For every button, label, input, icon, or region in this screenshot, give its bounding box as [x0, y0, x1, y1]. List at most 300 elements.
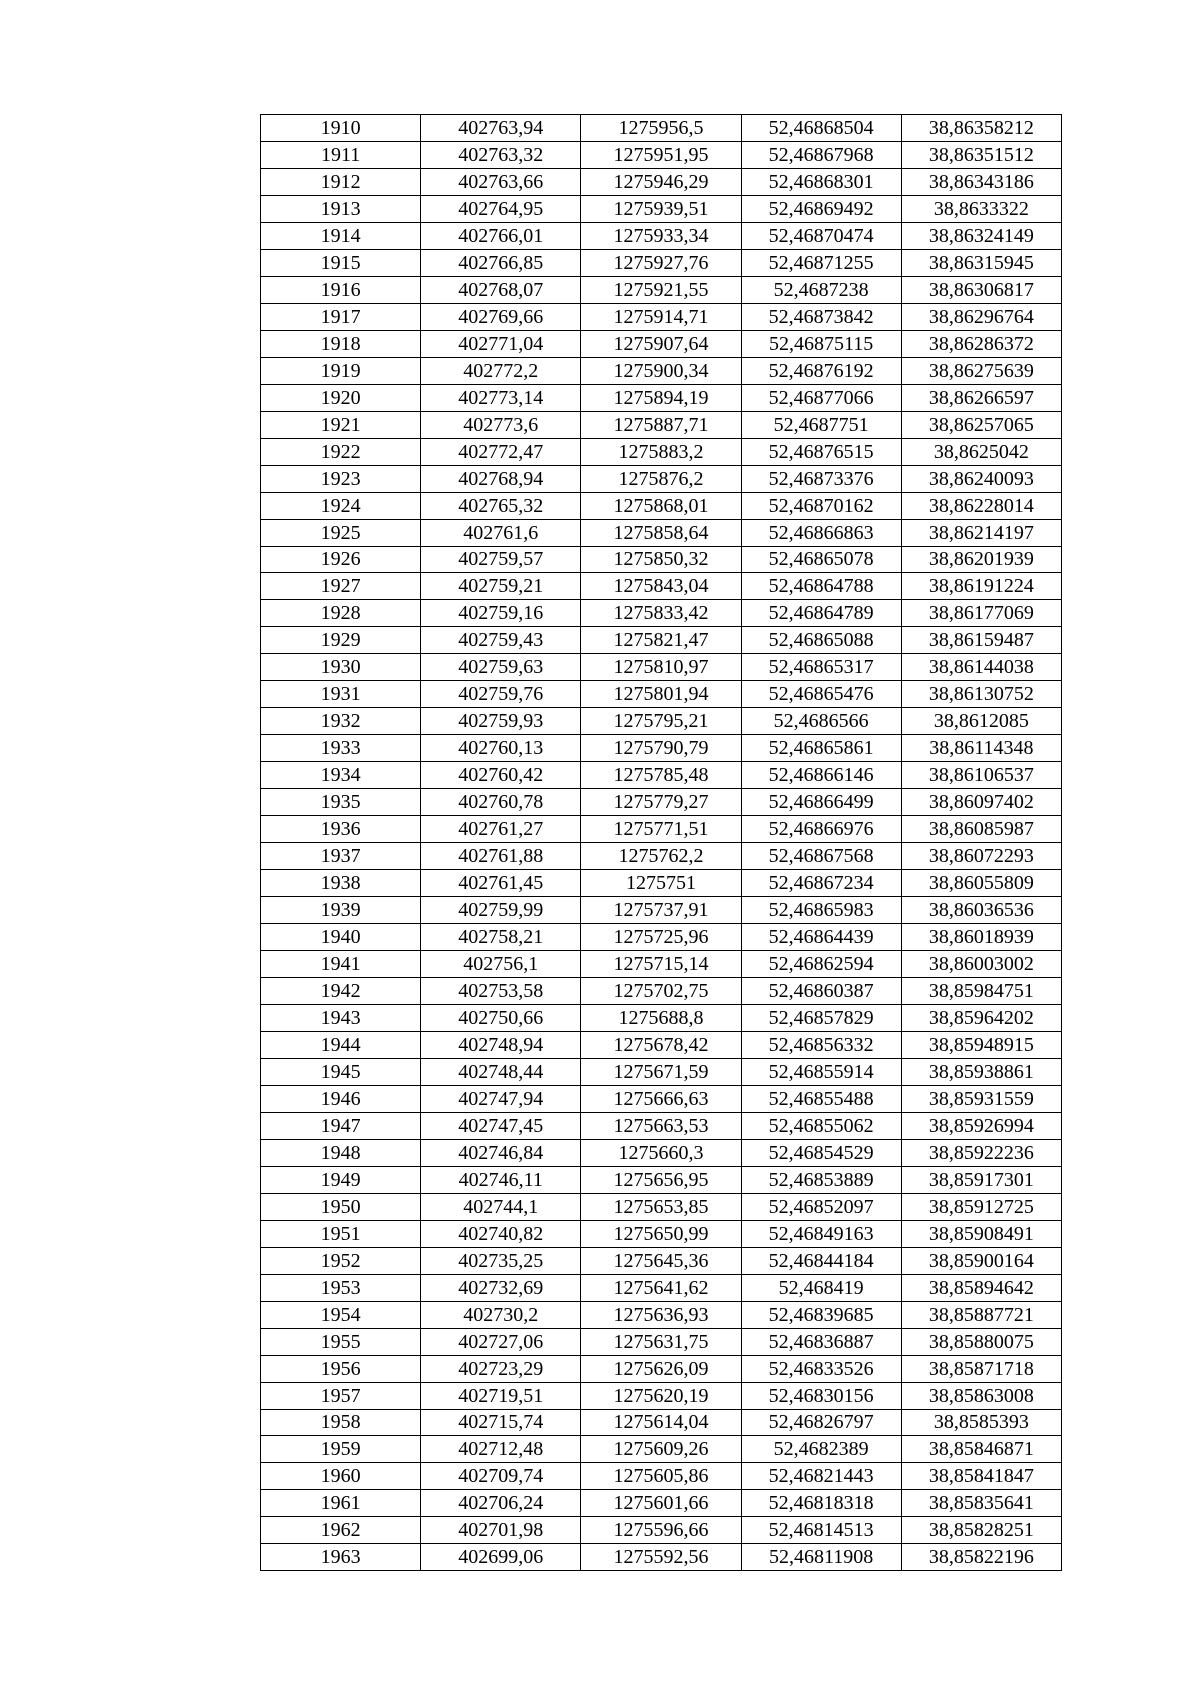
- x-coordinate-cell: 402763,32: [421, 141, 581, 168]
- y-coordinate-cell: 1275927,76: [581, 249, 741, 276]
- x-coordinate-cell: 402701,98: [421, 1517, 581, 1544]
- longitude-cell: 38,85828251: [901, 1517, 1061, 1544]
- point-number-cell: 1939: [261, 897, 421, 924]
- latitude-cell: 52,46867234: [741, 870, 901, 897]
- y-coordinate-cell: 1275900,34: [581, 357, 741, 384]
- longitude-cell: 38,86306817: [901, 276, 1061, 303]
- x-coordinate-cell: 402706,24: [421, 1490, 581, 1517]
- y-coordinate-cell: 1275795,21: [581, 708, 741, 735]
- latitude-cell: 52,468419: [741, 1274, 901, 1301]
- y-coordinate-cell: 1275833,42: [581, 600, 741, 627]
- x-coordinate-cell: 402715,74: [421, 1409, 581, 1436]
- longitude-cell: 38,86018939: [901, 924, 1061, 951]
- table-row: [261, 1193, 1062, 1220]
- longitude-cell: 38,85931559: [901, 1085, 1061, 1112]
- table-row: [261, 978, 1062, 1005]
- table-row: [261, 1031, 1062, 1058]
- x-coordinate-cell: 402764,95: [421, 195, 581, 222]
- longitude-cell: 38,85846871: [901, 1436, 1061, 1463]
- latitude-cell: 52,46855488: [741, 1085, 901, 1112]
- point-number-cell: 1936: [261, 816, 421, 843]
- x-coordinate-cell: 402759,76: [421, 681, 581, 708]
- latitude-cell: 52,46856332: [741, 1031, 901, 1058]
- y-coordinate-cell: 1275939,51: [581, 195, 741, 222]
- longitude-cell: 38,86228014: [901, 492, 1061, 519]
- point-number-cell: 1961: [261, 1490, 421, 1517]
- point-number-cell: 1933: [261, 735, 421, 762]
- y-coordinate-cell: 1275868,01: [581, 492, 741, 519]
- latitude-cell: 52,46877066: [741, 384, 901, 411]
- x-coordinate-cell: 402758,21: [421, 924, 581, 951]
- point-number-cell: 1932: [261, 708, 421, 735]
- table-row: [261, 1220, 1062, 1247]
- latitude-cell: 52,46867568: [741, 843, 901, 870]
- y-coordinate-cell: 1275810,97: [581, 654, 741, 681]
- x-coordinate-cell: 402730,2: [421, 1301, 581, 1328]
- table-row: [261, 1112, 1062, 1139]
- x-coordinate-cell: 402773,6: [421, 411, 581, 438]
- point-number-cell: 1963: [261, 1544, 421, 1571]
- latitude-cell: 52,46876515: [741, 438, 901, 465]
- latitude-cell: 52,46869492: [741, 195, 901, 222]
- latitude-cell: 52,4686566: [741, 708, 901, 735]
- latitude-cell: 52,46864788: [741, 573, 901, 600]
- y-coordinate-cell: 1275725,96: [581, 924, 741, 951]
- x-coordinate-cell: 402766,85: [421, 249, 581, 276]
- x-coordinate-cell: 402765,32: [421, 492, 581, 519]
- point-number-cell: 1917: [261, 303, 421, 330]
- y-coordinate-cell: 1275678,42: [581, 1031, 741, 1058]
- latitude-cell: 52,46876192: [741, 357, 901, 384]
- y-coordinate-cell: 1275951,95: [581, 141, 741, 168]
- table-row: [261, 573, 1062, 600]
- longitude-cell: 38,85912725: [901, 1193, 1061, 1220]
- latitude-cell: 52,4682389: [741, 1436, 901, 1463]
- x-coordinate-cell: 402772,2: [421, 357, 581, 384]
- y-coordinate-cell: 1275956,5: [581, 115, 741, 142]
- table-row: [261, 519, 1062, 546]
- y-coordinate-cell: 1275771,51: [581, 816, 741, 843]
- point-number-cell: 1958: [261, 1409, 421, 1436]
- longitude-cell: 38,86358212: [901, 115, 1061, 142]
- latitude-cell: 52,46844184: [741, 1247, 901, 1274]
- longitude-cell: 38,85887721: [901, 1301, 1061, 1328]
- x-coordinate-cell: 402709,74: [421, 1463, 581, 1490]
- point-number-cell: 1930: [261, 654, 421, 681]
- point-number-cell: 1919: [261, 357, 421, 384]
- latitude-cell: 52,46852097: [741, 1193, 901, 1220]
- x-coordinate-cell: 402753,58: [421, 978, 581, 1005]
- point-number-cell: 1956: [261, 1355, 421, 1382]
- latitude-cell: 52,46836887: [741, 1328, 901, 1355]
- y-coordinate-cell: 1275790,79: [581, 735, 741, 762]
- point-number-cell: 1944: [261, 1031, 421, 1058]
- latitude-cell: 52,46826797: [741, 1409, 901, 1436]
- x-coordinate-cell: 402768,07: [421, 276, 581, 303]
- y-coordinate-cell: 1275631,75: [581, 1328, 741, 1355]
- point-number-cell: 1926: [261, 546, 421, 573]
- latitude-cell: 52,46868504: [741, 115, 901, 142]
- point-number-cell: 1940: [261, 924, 421, 951]
- x-coordinate-cell: 402761,45: [421, 870, 581, 897]
- y-coordinate-cell: 1275785,48: [581, 762, 741, 789]
- longitude-cell: 38,85926994: [901, 1112, 1061, 1139]
- table-row: [261, 870, 1062, 897]
- latitude-cell: 52,46865088: [741, 627, 901, 654]
- y-coordinate-cell: 1275887,71: [581, 411, 741, 438]
- latitude-cell: 52,46873376: [741, 465, 901, 492]
- y-coordinate-cell: 1275636,93: [581, 1301, 741, 1328]
- x-coordinate-cell: 402719,51: [421, 1382, 581, 1409]
- x-coordinate-cell: 402712,48: [421, 1436, 581, 1463]
- table-row: [261, 1247, 1062, 1274]
- y-coordinate-cell: 1275914,71: [581, 303, 741, 330]
- x-coordinate-cell: 402760,13: [421, 735, 581, 762]
- table-row: [261, 249, 1062, 276]
- longitude-cell: 38,86097402: [901, 789, 1061, 816]
- table-row: [261, 627, 1062, 654]
- point-number-cell: 1927: [261, 573, 421, 600]
- table-row: [261, 1004, 1062, 1031]
- longitude-cell: 38,86036536: [901, 897, 1061, 924]
- x-coordinate-cell: 402747,94: [421, 1085, 581, 1112]
- latitude-cell: 52,46839685: [741, 1301, 901, 1328]
- x-coordinate-cell: 402759,93: [421, 708, 581, 735]
- point-number-cell: 1935: [261, 789, 421, 816]
- y-coordinate-cell: 1275671,59: [581, 1058, 741, 1085]
- table-row: [261, 115, 1062, 142]
- table-row: [261, 1301, 1062, 1328]
- coordinates-table: [260, 114, 1062, 1571]
- x-coordinate-cell: 402756,1: [421, 951, 581, 978]
- y-coordinate-cell: 1275596,66: [581, 1517, 741, 1544]
- longitude-cell: 38,86106537: [901, 762, 1061, 789]
- point-number-cell: 1934: [261, 762, 421, 789]
- longitude-cell: 38,86201939: [901, 546, 1061, 573]
- longitude-cell: 38,86266597: [901, 384, 1061, 411]
- longitude-cell: 38,8612085: [901, 708, 1061, 735]
- point-number-cell: 1942: [261, 978, 421, 1005]
- longitude-cell: 38,85917301: [901, 1166, 1061, 1193]
- x-coordinate-cell: 402769,66: [421, 303, 581, 330]
- table-row: [261, 411, 1062, 438]
- table-row: [261, 600, 1062, 627]
- point-number-cell: 1918: [261, 330, 421, 357]
- longitude-cell: 38,8585393: [901, 1409, 1061, 1436]
- point-number-cell: 1910: [261, 115, 421, 142]
- longitude-cell: 38,86275639: [901, 357, 1061, 384]
- x-coordinate-cell: 402766,01: [421, 222, 581, 249]
- longitude-cell: 38,8625042: [901, 438, 1061, 465]
- point-number-cell: 1914: [261, 222, 421, 249]
- longitude-cell: 38,86351512: [901, 141, 1061, 168]
- x-coordinate-cell: 402761,27: [421, 816, 581, 843]
- longitude-cell: 38,86085987: [901, 816, 1061, 843]
- point-number-cell: 1920: [261, 384, 421, 411]
- table-row: [261, 708, 1062, 735]
- table-row: [261, 762, 1062, 789]
- x-coordinate-cell: 402748,44: [421, 1058, 581, 1085]
- table-row: [261, 1328, 1062, 1355]
- point-number-cell: 1924: [261, 492, 421, 519]
- table-row: [261, 843, 1062, 870]
- point-number-cell: 1915: [261, 249, 421, 276]
- table-row: [261, 1544, 1062, 1571]
- latitude-cell: 52,4687751: [741, 411, 901, 438]
- x-coordinate-cell: 402746,84: [421, 1139, 581, 1166]
- point-number-cell: 1948: [261, 1139, 421, 1166]
- x-coordinate-cell: 402759,63: [421, 654, 581, 681]
- latitude-cell: 52,46864789: [741, 600, 901, 627]
- coordinates-table-body: [261, 115, 1062, 1571]
- point-number-cell: 1949: [261, 1166, 421, 1193]
- x-coordinate-cell: 402746,11: [421, 1166, 581, 1193]
- point-number-cell: 1950: [261, 1193, 421, 1220]
- table-row: [261, 195, 1062, 222]
- point-number-cell: 1928: [261, 600, 421, 627]
- table-row: [261, 1355, 1062, 1382]
- point-number-cell: 1962: [261, 1517, 421, 1544]
- point-number-cell: 1941: [261, 951, 421, 978]
- point-number-cell: 1916: [261, 276, 421, 303]
- longitude-cell: 38,86343186: [901, 168, 1061, 195]
- latitude-cell: 52,46875115: [741, 330, 901, 357]
- longitude-cell: 38,85894642: [901, 1274, 1061, 1301]
- table-row: [261, 951, 1062, 978]
- latitude-cell: 52,46855914: [741, 1058, 901, 1085]
- y-coordinate-cell: 1275946,29: [581, 168, 741, 195]
- latitude-cell: 52,46871255: [741, 249, 901, 276]
- longitude-cell: 38,85948915: [901, 1031, 1061, 1058]
- table-row: [261, 168, 1062, 195]
- table-row: [261, 897, 1062, 924]
- longitude-cell: 38,86177069: [901, 600, 1061, 627]
- table-row: [261, 141, 1062, 168]
- longitude-cell: 38,86286372: [901, 330, 1061, 357]
- latitude-cell: 52,46866499: [741, 789, 901, 816]
- x-coordinate-cell: 402771,04: [421, 330, 581, 357]
- point-number-cell: 1938: [261, 870, 421, 897]
- longitude-cell: 38,85908491: [901, 1220, 1061, 1247]
- latitude-cell: 52,46870474: [741, 222, 901, 249]
- point-number-cell: 1929: [261, 627, 421, 654]
- point-number-cell: 1947: [261, 1112, 421, 1139]
- table-row: [261, 654, 1062, 681]
- x-coordinate-cell: 402699,06: [421, 1544, 581, 1571]
- x-coordinate-cell: 402773,14: [421, 384, 581, 411]
- latitude-cell: 52,46830156: [741, 1382, 901, 1409]
- y-coordinate-cell: 1275688,8: [581, 1004, 741, 1031]
- latitude-cell: 52,46867968: [741, 141, 901, 168]
- longitude-cell: 38,86130752: [901, 681, 1061, 708]
- y-coordinate-cell: 1275653,85: [581, 1193, 741, 1220]
- y-coordinate-cell: 1275656,95: [581, 1166, 741, 1193]
- longitude-cell: 38,86072293: [901, 843, 1061, 870]
- table-row: [261, 438, 1062, 465]
- x-coordinate-cell: 402759,21: [421, 573, 581, 600]
- latitude-cell: 52,46868301: [741, 168, 901, 195]
- longitude-cell: 38,85871718: [901, 1355, 1061, 1382]
- longitude-cell: 38,86257065: [901, 411, 1061, 438]
- latitude-cell: 52,46811908: [741, 1544, 901, 1571]
- latitude-cell: 52,46854529: [741, 1139, 901, 1166]
- point-number-cell: 1953: [261, 1274, 421, 1301]
- latitude-cell: 52,46864439: [741, 924, 901, 951]
- y-coordinate-cell: 1275894,19: [581, 384, 741, 411]
- table-row: [261, 681, 1062, 708]
- table-row: [261, 1382, 1062, 1409]
- table-row: [261, 303, 1062, 330]
- latitude-cell: 52,46873842: [741, 303, 901, 330]
- point-number-cell: 1921: [261, 411, 421, 438]
- longitude-cell: 38,86191224: [901, 573, 1061, 600]
- table-row: [261, 816, 1062, 843]
- y-coordinate-cell: 1275702,75: [581, 978, 741, 1005]
- y-coordinate-cell: 1275663,53: [581, 1112, 741, 1139]
- table-row: [261, 1463, 1062, 1490]
- y-coordinate-cell: 1275843,04: [581, 573, 741, 600]
- longitude-cell: 38,86003002: [901, 951, 1061, 978]
- point-number-cell: 1951: [261, 1220, 421, 1247]
- x-coordinate-cell: 402759,57: [421, 546, 581, 573]
- y-coordinate-cell: 1275737,91: [581, 897, 741, 924]
- table-row: [261, 1517, 1062, 1544]
- y-coordinate-cell: 1275601,66: [581, 1490, 741, 1517]
- longitude-cell: 38,85822196: [901, 1544, 1061, 1571]
- longitude-cell: 38,85938861: [901, 1058, 1061, 1085]
- latitude-cell: 52,46866863: [741, 519, 901, 546]
- latitude-cell: 52,46833526: [741, 1355, 901, 1382]
- longitude-cell: 38,86296764: [901, 303, 1061, 330]
- table-row: [261, 1490, 1062, 1517]
- longitude-cell: 38,8633322: [901, 195, 1061, 222]
- latitude-cell: 52,46870162: [741, 492, 901, 519]
- y-coordinate-cell: 1275751: [581, 870, 741, 897]
- x-coordinate-cell: 402744,1: [421, 1193, 581, 1220]
- longitude-cell: 38,86324149: [901, 222, 1061, 249]
- point-number-cell: 1955: [261, 1328, 421, 1355]
- latitude-cell: 52,46865861: [741, 735, 901, 762]
- y-coordinate-cell: 1275883,2: [581, 438, 741, 465]
- x-coordinate-cell: 402761,88: [421, 843, 581, 870]
- longitude-cell: 38,86159487: [901, 627, 1061, 654]
- longitude-cell: 38,85984751: [901, 978, 1061, 1005]
- y-coordinate-cell: 1275715,14: [581, 951, 741, 978]
- y-coordinate-cell: 1275779,27: [581, 789, 741, 816]
- x-coordinate-cell: 402740,82: [421, 1220, 581, 1247]
- longitude-cell: 38,86214197: [901, 519, 1061, 546]
- y-coordinate-cell: 1275801,94: [581, 681, 741, 708]
- x-coordinate-cell: 402759,16: [421, 600, 581, 627]
- table-row: [261, 357, 1062, 384]
- longitude-cell: 38,85841847: [901, 1463, 1061, 1490]
- y-coordinate-cell: 1275666,63: [581, 1085, 741, 1112]
- x-coordinate-cell: 402772,47: [421, 438, 581, 465]
- point-number-cell: 1957: [261, 1382, 421, 1409]
- point-number-cell: 1954: [261, 1301, 421, 1328]
- x-coordinate-cell: 402763,66: [421, 168, 581, 195]
- longitude-cell: 38,86240093: [901, 465, 1061, 492]
- latitude-cell: 52,46865983: [741, 897, 901, 924]
- table-row: [261, 1274, 1062, 1301]
- y-coordinate-cell: 1275850,32: [581, 546, 741, 573]
- y-coordinate-cell: 1275858,64: [581, 519, 741, 546]
- longitude-cell: 38,85835641: [901, 1490, 1061, 1517]
- x-coordinate-cell: 402760,42: [421, 762, 581, 789]
- y-coordinate-cell: 1275933,34: [581, 222, 741, 249]
- x-coordinate-cell: 402732,69: [421, 1274, 581, 1301]
- point-number-cell: 1931: [261, 681, 421, 708]
- y-coordinate-cell: 1275609,26: [581, 1436, 741, 1463]
- table-row: [261, 1166, 1062, 1193]
- longitude-cell: 38,86315945: [901, 249, 1061, 276]
- point-number-cell: 1912: [261, 168, 421, 195]
- x-coordinate-cell: 402727,06: [421, 1328, 581, 1355]
- point-number-cell: 1925: [261, 519, 421, 546]
- point-number-cell: 1923: [261, 465, 421, 492]
- latitude-cell: 52,46853889: [741, 1166, 901, 1193]
- table-row: [261, 1139, 1062, 1166]
- point-number-cell: 1937: [261, 843, 421, 870]
- point-number-cell: 1922: [261, 438, 421, 465]
- table-row: [261, 1058, 1062, 1085]
- point-number-cell: 1911: [261, 141, 421, 168]
- y-coordinate-cell: 1275650,99: [581, 1220, 741, 1247]
- x-coordinate-cell: 402763,94: [421, 115, 581, 142]
- y-coordinate-cell: 1275614,04: [581, 1409, 741, 1436]
- latitude-cell: 52,46865476: [741, 681, 901, 708]
- table-row: [261, 789, 1062, 816]
- latitude-cell: 52,46814513: [741, 1517, 901, 1544]
- point-number-cell: 1945: [261, 1058, 421, 1085]
- y-coordinate-cell: 1275620,19: [581, 1382, 741, 1409]
- point-number-cell: 1960: [261, 1463, 421, 1490]
- y-coordinate-cell: 1275660,3: [581, 1139, 741, 1166]
- latitude-cell: 52,4687238: [741, 276, 901, 303]
- y-coordinate-cell: 1275605,86: [581, 1463, 741, 1490]
- longitude-cell: 38,86055809: [901, 870, 1061, 897]
- table-row: [261, 546, 1062, 573]
- y-coordinate-cell: 1275645,36: [581, 1247, 741, 1274]
- latitude-cell: 52,46855062: [741, 1112, 901, 1139]
- point-number-cell: 1943: [261, 1004, 421, 1031]
- table-row: [261, 1409, 1062, 1436]
- table-row: [261, 465, 1062, 492]
- latitude-cell: 52,46865078: [741, 546, 901, 573]
- table-row: [261, 924, 1062, 951]
- point-number-cell: 1952: [261, 1247, 421, 1274]
- longitude-cell: 38,85863008: [901, 1382, 1061, 1409]
- point-number-cell: 1913: [261, 195, 421, 222]
- y-coordinate-cell: 1275821,47: [581, 627, 741, 654]
- latitude-cell: 52,46866976: [741, 816, 901, 843]
- y-coordinate-cell: 1275907,64: [581, 330, 741, 357]
- table-row: [261, 330, 1062, 357]
- longitude-cell: 38,86144038: [901, 654, 1061, 681]
- point-number-cell: 1946: [261, 1085, 421, 1112]
- table-row: [261, 384, 1062, 411]
- longitude-cell: 38,85900164: [901, 1247, 1061, 1274]
- y-coordinate-cell: 1275626,09: [581, 1355, 741, 1382]
- table-row: [261, 1085, 1062, 1112]
- x-coordinate-cell: 402759,43: [421, 627, 581, 654]
- y-coordinate-cell: 1275592,56: [581, 1544, 741, 1571]
- x-coordinate-cell: 402735,25: [421, 1247, 581, 1274]
- x-coordinate-cell: 402748,94: [421, 1031, 581, 1058]
- latitude-cell: 52,46866146: [741, 762, 901, 789]
- longitude-cell: 38,85964202: [901, 1004, 1061, 1031]
- latitude-cell: 52,46821443: [741, 1463, 901, 1490]
